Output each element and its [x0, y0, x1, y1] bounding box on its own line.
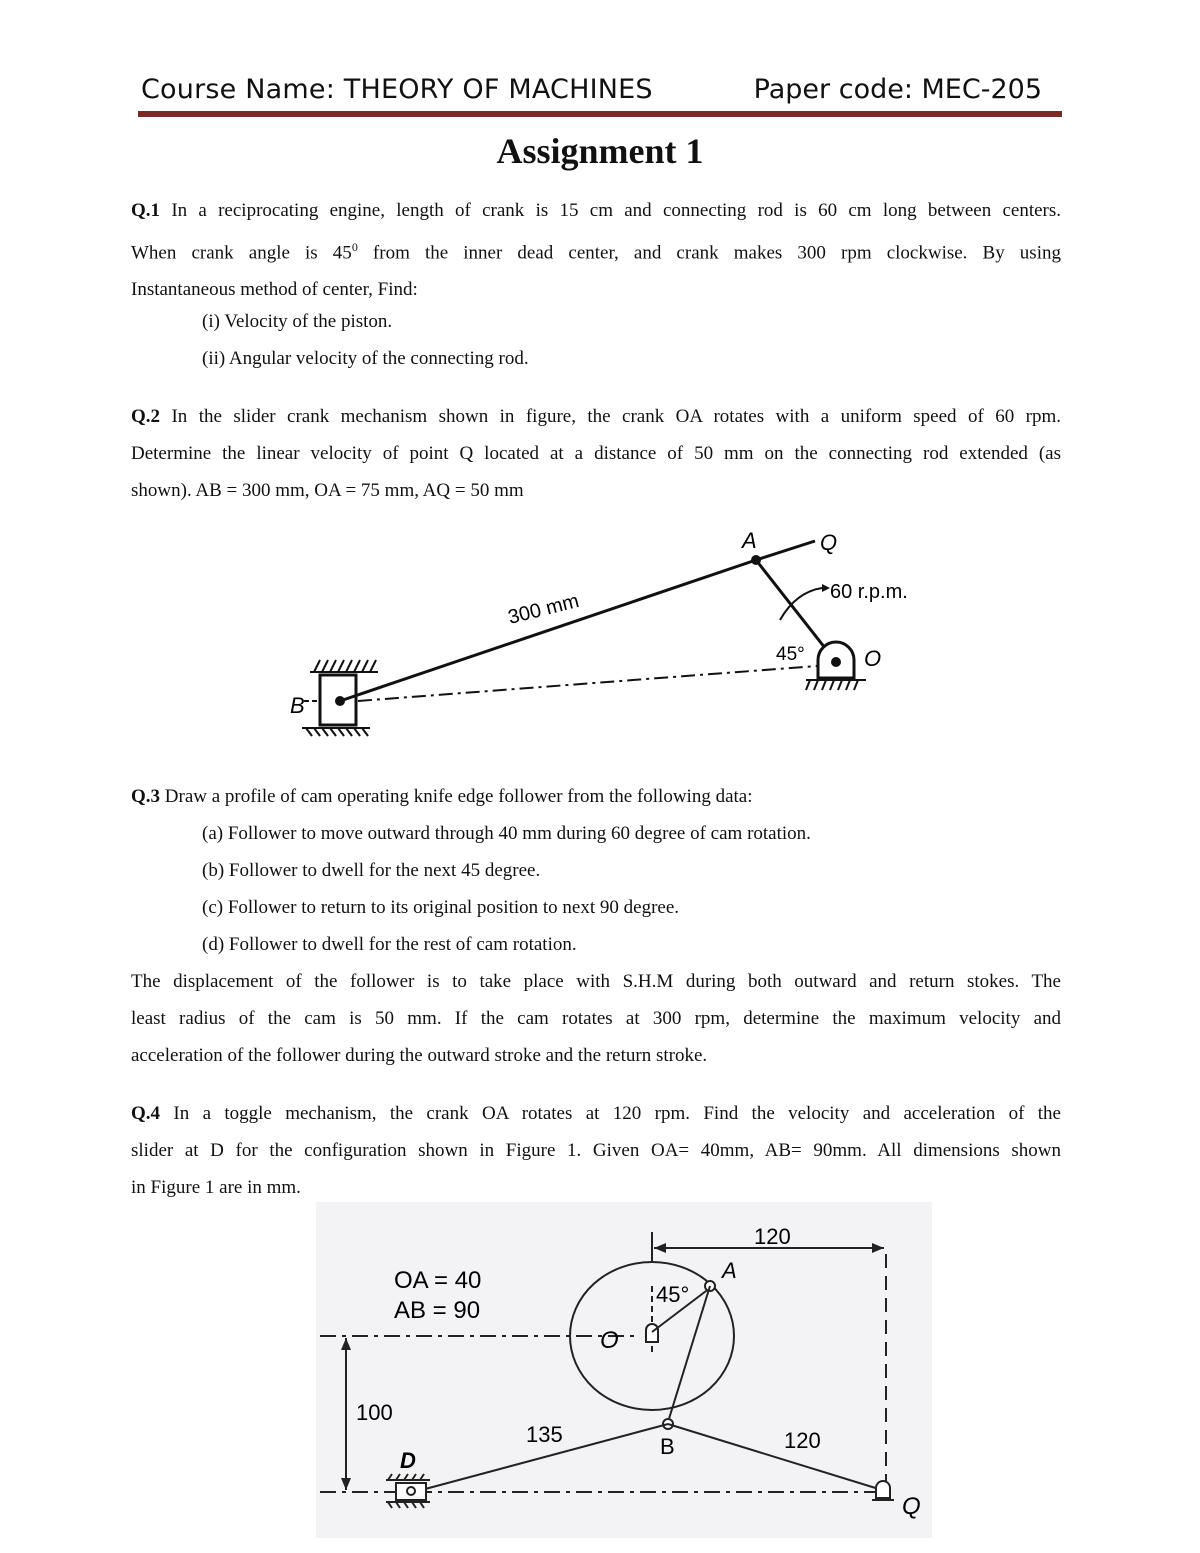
- rotation-arrow-head: [822, 584, 830, 592]
- q2-line1: In the slider crank mechanism shown in figure, the crank OA rotates with a uniform speed of 60 rpm.: [171, 406, 1062, 427]
- pin-a: [751, 555, 761, 565]
- q1-item-2: (ii) Angular velocity of the connecting rod.: [202, 348, 529, 369]
- speed-label: 60 r.p.m.: [830, 581, 908, 603]
- q4-number: Q.4: [131, 1103, 161, 1124]
- q3-item-d: (d) Follower to dwell for the rest of cam rotation.: [202, 934, 577, 955]
- paper-code: Paper code: MEC-205: [753, 74, 1042, 105]
- q3-line3: acceleration of the follower during the outward stroke and the return stroke.: [131, 1045, 708, 1066]
- pivot-q: [876, 1481, 890, 1498]
- q3-item-b: (b) Follower to dwell for the next 45 degree.: [202, 860, 541, 881]
- q1-line3: Instantaneous method of center, Find:: [131, 279, 418, 301]
- label-d: D: [400, 1448, 416, 1473]
- label-o: O: [864, 646, 882, 671]
- pin-o: [831, 657, 841, 667]
- label-b: B: [290, 693, 305, 718]
- q3-line1: The displacement of the follower is to take place with S.H.M during both outward and return stokes. The: [131, 971, 1061, 992]
- label-q: Q: [820, 530, 838, 555]
- toggle-mechanism-figure: [316, 1202, 932, 1538]
- slider-guide-top: [310, 660, 378, 672]
- connecting-rod: [340, 560, 756, 701]
- rod-length-label: 300 mm: [505, 590, 582, 629]
- label-b: B: [660, 1434, 675, 1459]
- q3-number: Q.3: [131, 786, 161, 807]
- ab-given: AB = 90: [394, 1297, 481, 1324]
- q1-line2a: When crank angle is 45: [131, 242, 352, 264]
- rod-extension-aq: [756, 541, 815, 560]
- label-o: O: [600, 1327, 619, 1354]
- slider-guide-bottom: [302, 728, 370, 736]
- course-name: Course Name: THEORY OF MACHINES: [141, 74, 653, 105]
- pivot-ground: [806, 680, 866, 690]
- dim-bq-label: 120: [784, 1428, 821, 1453]
- q2-line2: Determine the linear velocity of point Q located at a distance of 50 mm on the connecting rod extended (as: [131, 443, 1061, 464]
- page-header: [138, 72, 1062, 114]
- angle-label: 45°: [656, 1282, 690, 1307]
- q3-item-a: (a) Follower to move outward through 40 mm during 60 degree of cam rotation.: [202, 823, 811, 844]
- oa-given: OA = 40: [394, 1267, 482, 1294]
- q1-degree-sup: 0: [351, 240, 358, 254]
- dim-bd-label: 135: [526, 1422, 563, 1447]
- q1-number: Q.1: [131, 200, 161, 221]
- q3-paragraph: [131, 963, 1061, 1074]
- q3-item-c: (c) Follower to return to its original position to next 90 degree.: [202, 897, 680, 918]
- q2-number: Q.2: [131, 406, 161, 427]
- header-rule: [138, 111, 1062, 117]
- q1-item-1: (i) Velocity of the piston.: [202, 311, 393, 332]
- q3-line2: least radius of the cam is 50 mm. If the cam rotates at 300 rpm, determine the maximum velocity and: [131, 1008, 1061, 1029]
- label-a: A: [722, 1258, 737, 1283]
- slider-crank-figure: [270, 520, 930, 750]
- q1-line1: In a reciprocating engine, length of crank is 15 cm and connecting rod is 60 cm long between centers.: [171, 200, 1062, 221]
- q4-line1: In a toggle mechanism, the crank OA rotates at 120 rpm. Find the velocity and acceleration of the: [173, 1103, 1061, 1124]
- q4-paragraph: [131, 1095, 1061, 1206]
- q4-line3: in Figure 1 are in mm.: [131, 1177, 301, 1198]
- q3-intro-text: Draw a profile of cam operating knife edge follower from the following data:: [164, 786, 753, 807]
- pivot-o: [646, 1324, 658, 1342]
- q3-intro: [131, 778, 1061, 815]
- label-q: Q: [902, 1493, 921, 1520]
- slider-d: [396, 1483, 426, 1500]
- label-a: A: [742, 528, 757, 553]
- dim-left-label: 100: [356, 1400, 393, 1425]
- dim-top-label: 120: [754, 1224, 791, 1249]
- q4-line2: slider at D for the configuration shown in Figure 1. Given OA= 40mm, AB= 90mm. All dimensions shown: [131, 1140, 1061, 1161]
- assignment-title: Assignment 1: [496, 131, 704, 171]
- angle-label: 45°: [776, 644, 805, 665]
- q2-line3: shown). AB = 300 mm, OA = 75 mm, AQ = 50 mm: [131, 480, 524, 501]
- q2-paragraph: [131, 398, 1061, 509]
- q1-line2b: from the inner dead center, and crank makes 300 rpm clockwise. By using: [357, 242, 1061, 264]
- q1-paragraph: [131, 192, 1061, 308]
